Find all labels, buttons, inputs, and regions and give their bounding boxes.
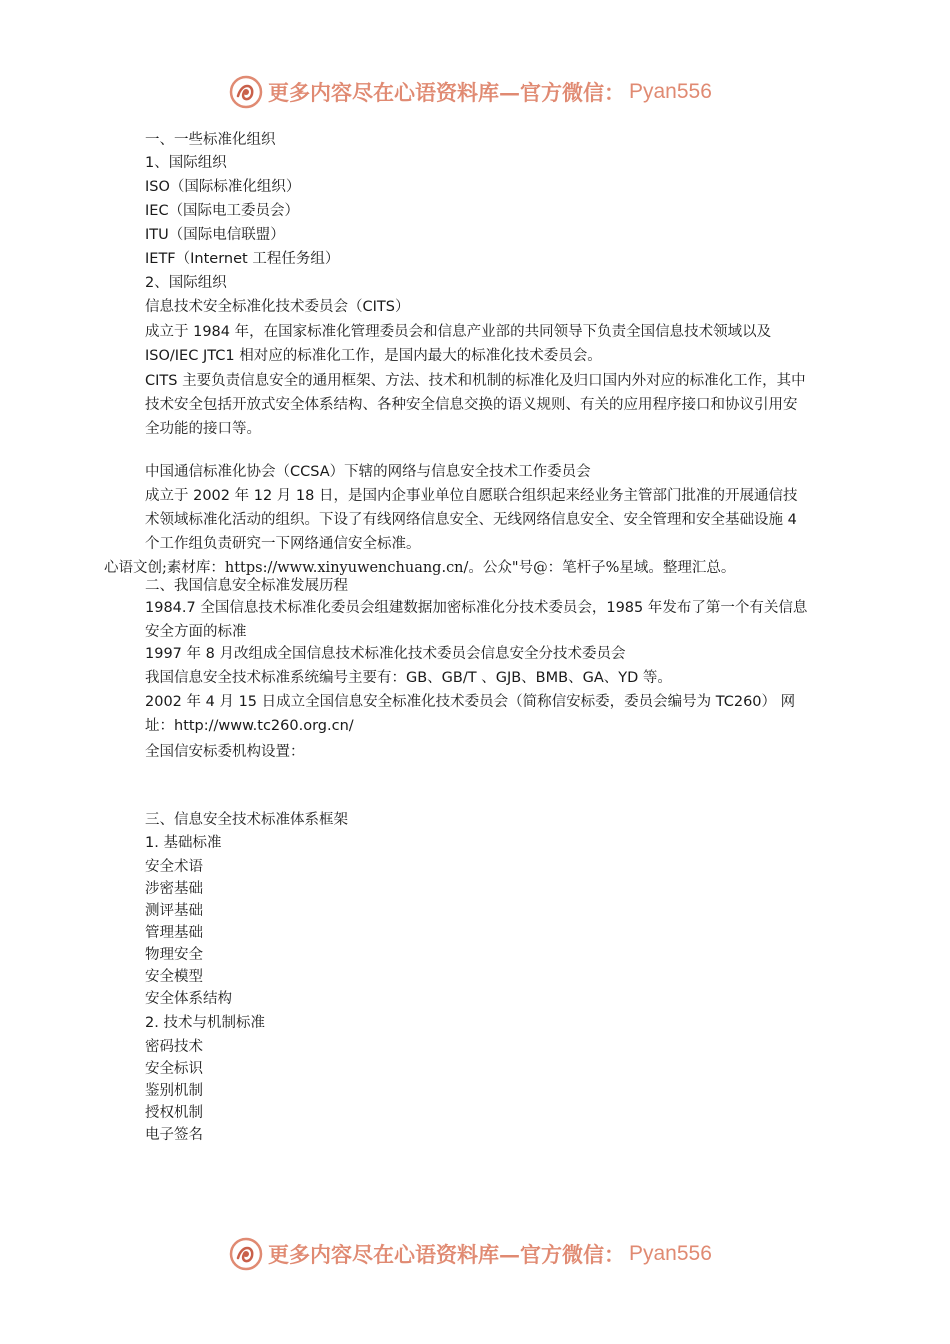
list-item: 安全术语 xyxy=(145,859,203,875)
banner-slogan: 更多内容尽在心语资料库—官方微信： xyxy=(268,1242,625,1267)
section-1-heading: 一、一些标准化组织 xyxy=(145,132,276,148)
list-item: 鉴别机制 xyxy=(145,1083,203,1099)
cits-paragraph-2: CITS 主要负责信息安全的通用框架、方法、技术和机制的标准化及归口国内外对应的标准化工作，其中技术安全包括开放式安全体系结构、各种安全信息交换的语义规则、有关的应用程序接口和协议引用安全功能的接口等。 xyxy=(145,373,806,437)
list-item: 管理基础 xyxy=(145,925,203,941)
list-item: 授权机制 xyxy=(145,1105,203,1121)
history-paragraph-3: 我国信息安全技术标准系统编号主要有：GB、GB/T 、GJB、BMB、GA、YD 等。 xyxy=(145,670,672,686)
history-paragraph-5: 全国信安标委机构设置： xyxy=(145,744,305,760)
banner-slogan: 更多内容尽在心语资料库—官方微信： xyxy=(268,80,625,105)
banner-wechat-id: Pyan556 xyxy=(629,80,712,103)
org-itu: ITU（国际电信联盟） xyxy=(145,227,285,243)
list-item: 安全体系结构 xyxy=(145,991,232,1007)
ccsa-title: 中国通信标准化协会（CCSA）下辖的网络与信息安全技术工作委员会 xyxy=(145,464,591,480)
list-item: 电子签名 xyxy=(145,1127,203,1143)
list-item: 测评基础 xyxy=(145,903,203,919)
history-paragraph-1: 1984.7 全国信息技术标准化委员会组建数据加密标准化分技术委员会，1985 年发布了第一个有关信息安全方面的标准 xyxy=(145,600,808,640)
watermark-text: 心语文创;素材库：https://www.xinyuwenchuang.cn/。公众"号@：笔杆子%星域。整理汇总。 xyxy=(104,560,736,576)
section-2-heading: 二、我国信息安全标准发展历程 xyxy=(145,578,348,594)
banner-wechat-id: Pyan556 xyxy=(629,1242,712,1265)
cits-paragraph-1: 成立于 1984 年，在国家标准化管理委员会和信息产业部的共同领导下负责全国信息技术领域以及 ISO/IEC JTC1 相对应的标准化工作，是国内最大的标准化技术委员会。 xyxy=(145,324,772,364)
section-3-heading: 三、信息安全技术标准体系框架 xyxy=(145,812,348,828)
org-ietf: IETF（Internet 工程任务组） xyxy=(145,251,340,267)
section-1-subheading-2: 2、国际组织 xyxy=(145,275,227,291)
list-item: 安全模型 xyxy=(145,969,203,985)
list-item: 涉密基础 xyxy=(145,881,203,897)
list-item: 密码技术 xyxy=(145,1039,203,1055)
org-iso: ISO（国际标准化组织） xyxy=(145,179,301,195)
cits-title: 信息技术安全标准化技术委员会（CITS） xyxy=(145,299,410,315)
swirl-logo-icon xyxy=(228,74,264,110)
history-paragraph-2: 1997 年 8 月改组成全国信息技术标准化技术委员会信息安全分技术委员会 xyxy=(145,646,626,662)
org-iec: IEC（国际电工委员会） xyxy=(145,203,300,219)
swirl-logo-icon xyxy=(228,1236,264,1272)
list-item: 物理安全 xyxy=(145,947,203,963)
header-banner xyxy=(228,72,712,112)
section-1-subheading-1: 1、国际组织 xyxy=(145,155,227,171)
footer-banner xyxy=(228,1234,712,1274)
section-3-subheading-2: 2. 技术与机制标准 xyxy=(145,1015,265,1031)
list-item: 安全标识 xyxy=(145,1061,203,1077)
ccsa-paragraph: 成立于 2002 年 12 月 18 日，是国内企事业单位自愿联合组织起来经业务主管部门批准的开展通信技术领域标准化活动的组织。下设了有线网络信息安全、无线网络信息安全、安全管理和安全基础设施 4 个工作组负责研究一下网络通信安全标准。 xyxy=(145,488,798,552)
history-paragraph-4: 2002 年 4 月 15 日成立全国信息安全标准化技术委员会（简称信安标委，委员会编号为 TC260） 网址：http://www.tc260.org.cn/ xyxy=(145,694,796,734)
section-3-subheading-1: 1. 基础标准 xyxy=(145,835,222,851)
